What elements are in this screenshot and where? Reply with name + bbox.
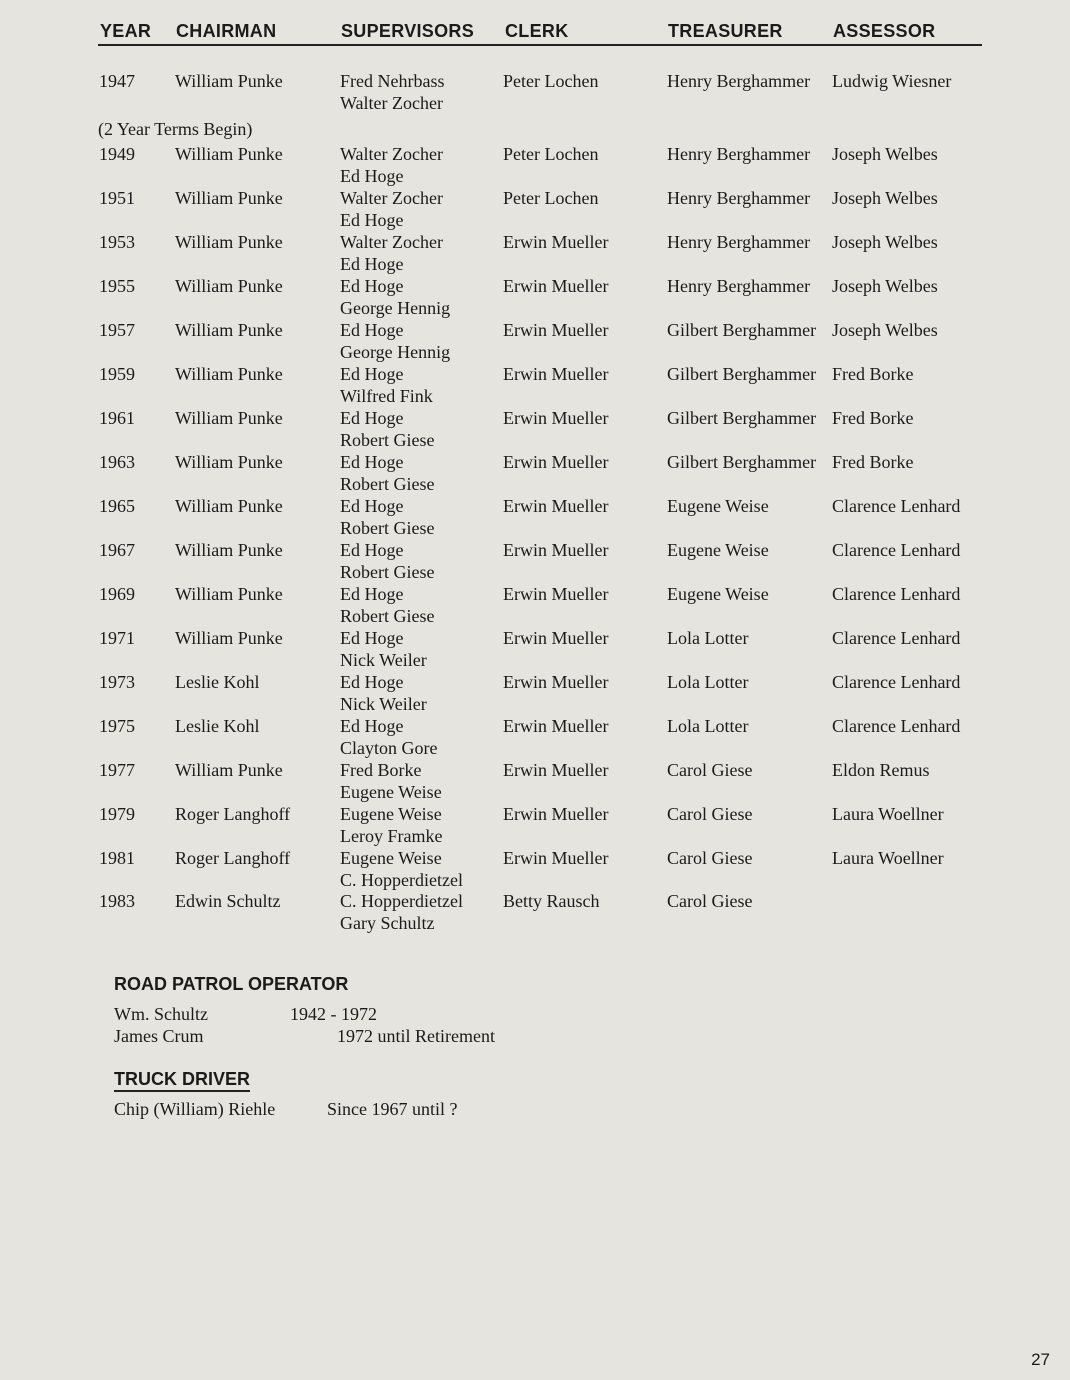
row-year: 1951 [99, 188, 135, 208]
row-assessor: Fred Borke [832, 452, 914, 472]
truck-driver-title-text: TRUCK DRIVER [114, 1069, 250, 1092]
row-chairman: William Punke [175, 232, 283, 252]
row-clerk: Erwin Mueller [503, 672, 609, 692]
row-assessor: Fred Borke [832, 408, 914, 428]
row-chairman: William Punke [175, 71, 283, 91]
row-treasurer: Henry Berghammer [667, 276, 811, 296]
row-supervisor: Robert Giese [340, 606, 435, 626]
road-patrol-term-2: 1972 until Retirement [337, 1026, 495, 1046]
row-supervisor: Wilfred Fink [340, 386, 433, 406]
row-treasurer: Carol Giese [667, 848, 753, 868]
row-assessor: Joseph Welbes [832, 320, 938, 340]
header-treasurer: TREASURER [668, 21, 783, 41]
road-patrol-name-1: Wm. Schultz [114, 1004, 208, 1024]
header-chairman: CHAIRMAN [176, 21, 277, 41]
row-supervisor: Walter Zocher [340, 232, 443, 252]
row-supervisor: George Hennig [340, 342, 451, 362]
row-supervisor: Ed Hoge [340, 496, 404, 516]
page-number: 27 [1031, 1350, 1050, 1369]
row-supervisor: Walter Zocher [340, 144, 443, 164]
row-supervisor: Robert Giese [340, 474, 435, 494]
row-supervisor: Gary Schultz [340, 913, 435, 933]
row-supervisor: Fred Nehrbass [340, 71, 445, 91]
row-clerk: Erwin Mueller [503, 584, 609, 604]
row-year: 1977 [99, 760, 135, 780]
row-clerk: Erwin Mueller [503, 804, 609, 824]
row-supervisor: Ed Hoge [340, 408, 404, 428]
row-clerk: Peter Lochen [503, 144, 599, 164]
row-clerk: Erwin Mueller [503, 364, 609, 384]
road-patrol-name-2: James Crum [114, 1026, 204, 1046]
row-treasurer: Gilbert Berghammer [667, 452, 817, 472]
row-assessor: Ludwig Wiesner [832, 71, 952, 91]
header-supervisors: SUPERVISORS [341, 21, 475, 41]
header-clerk: CLERK [505, 21, 569, 41]
row-supervisor: Ed Hoge [340, 166, 404, 186]
row-assessor: Laura Woellner [832, 804, 944, 824]
row-chairman: William Punke [175, 144, 283, 164]
row-supervisor: Nick Weiler [340, 650, 427, 670]
row-supervisor: Fred Borke [340, 760, 422, 780]
row-clerk: Betty Rausch [503, 891, 600, 911]
row-clerk: Erwin Mueller [503, 496, 609, 516]
row-assessor: Clarence Lenhard [832, 716, 961, 736]
row-clerk: Peter Lochen [503, 71, 599, 91]
row-year: 1959 [99, 364, 135, 384]
row-supervisor: Ed Hoge [340, 210, 404, 230]
row-chairman: William Punke [175, 760, 283, 780]
row-clerk: Erwin Mueller [503, 232, 609, 252]
row-year: 1947 [99, 71, 135, 91]
truck-driver-title [114, 1068, 250, 1090]
row-treasurer: Carol Giese [667, 760, 753, 780]
row-chairman: Leslie Kohl [175, 672, 260, 692]
row-assessor: Clarence Lenhard [832, 672, 961, 692]
row-clerk: Erwin Mueller [503, 716, 609, 736]
row-supervisor: Eugene Weise [340, 804, 442, 824]
row-treasurer: Eugene Weise [667, 584, 769, 604]
row-assessor: Clarence Lenhard [832, 628, 961, 648]
row-treasurer: Gilbert Berghammer [667, 320, 817, 340]
row-year: 1971 [99, 628, 135, 648]
two-year-terms-note: (2 Year Terms Begin) [98, 119, 253, 139]
row-chairman: Roger Langhoff [175, 848, 291, 868]
row-chairman: William Punke [175, 584, 283, 604]
row-year: 1957 [99, 320, 135, 340]
row-treasurer: Eugene Weise [667, 496, 769, 516]
row-chairman: William Punke [175, 188, 283, 208]
row-supervisor: Walter Zocher [340, 188, 443, 208]
row-assessor: Joseph Welbes [832, 188, 938, 208]
row-chairman: Edwin Schultz [175, 891, 281, 911]
row-supervisor: Ed Hoge [340, 584, 404, 604]
row-year: 1969 [99, 584, 135, 604]
row-supervisor: Ed Hoge [340, 364, 404, 384]
row-chairman: William Punke [175, 276, 283, 296]
header-assessor: ASSESSOR [833, 21, 936, 41]
row-treasurer: Carol Giese [667, 891, 753, 911]
row-clerk: Erwin Mueller [503, 408, 609, 428]
row-assessor: Joseph Welbes [832, 232, 938, 252]
row-supervisor: Ed Hoge [340, 320, 404, 340]
row-supervisor: Ed Hoge [340, 716, 404, 736]
row-supervisor: C. Hopperdietzel [340, 891, 463, 911]
row-supervisor: Ed Hoge [340, 254, 404, 274]
row-chairman: Leslie Kohl [175, 716, 260, 736]
row-treasurer: Lola Lotter [667, 628, 749, 648]
road-patrol-term-1: 1942 - 1972 [290, 1004, 377, 1024]
row-chairman: William Punke [175, 452, 283, 472]
row-treasurer: Henry Berghammer [667, 188, 811, 208]
row-year: 1973 [99, 672, 135, 692]
row-year: 1975 [99, 716, 135, 736]
row-supervisor: Eugene Weise [340, 782, 442, 802]
row-assessor: Clarence Lenhard [832, 540, 961, 560]
row-year: 1949 [99, 144, 135, 164]
row-supervisor: George Hennig [340, 298, 451, 318]
row-year: 1955 [99, 276, 135, 296]
row-chairman: William Punke [175, 364, 283, 384]
row-year: 1963 [99, 452, 135, 472]
row-supervisor: C. Hopperdietzel [340, 870, 463, 890]
row-treasurer: Carol Giese [667, 804, 753, 824]
row-assessor: Fred Borke [832, 364, 914, 384]
header-year: YEAR [100, 21, 152, 41]
row-supervisor: Robert Giese [340, 562, 435, 582]
truck-driver-term: Since 1967 until ? [327, 1099, 458, 1119]
row-year: 1983 [99, 891, 135, 911]
row-clerk: Erwin Mueller [503, 452, 609, 472]
row-supervisor: Walter Zocher [340, 93, 443, 113]
row-supervisor: Ed Hoge [340, 276, 404, 296]
row-supervisor: Robert Giese [340, 518, 435, 538]
row-supervisor: Robert Giese [340, 430, 435, 450]
row-treasurer: Eugene Weise [667, 540, 769, 560]
row-supervisor: Ed Hoge [340, 540, 404, 560]
row-treasurer: Gilbert Berghammer [667, 364, 817, 384]
row-assessor: Clarence Lenhard [832, 584, 961, 604]
row-supervisor: Ed Hoge [340, 452, 404, 472]
road-patrol-title: ROAD PATROL OPERATOR [114, 974, 349, 994]
row-supervisor: Clayton Gore [340, 738, 438, 758]
row-assessor: Eldon Remus [832, 760, 930, 780]
row-clerk: Erwin Mueller [503, 628, 609, 648]
row-clerk: Erwin Mueller [503, 848, 609, 868]
table-header [98, 20, 982, 46]
row-supervisor: Nick Weiler [340, 694, 427, 714]
row-chairman: William Punke [175, 628, 283, 648]
row-year: 1967 [99, 540, 135, 560]
row-year: 1953 [99, 232, 135, 252]
row-assessor: Laura Woellner [832, 848, 944, 868]
row-year: 1979 [99, 804, 135, 824]
row-supervisor: Eugene Weise [340, 848, 442, 868]
row-year: 1961 [99, 408, 135, 428]
row-chairman: William Punke [175, 320, 283, 340]
row-year: 1965 [99, 496, 135, 516]
row-year: 1981 [99, 848, 135, 868]
row-treasurer: Henry Berghammer [667, 144, 811, 164]
row-chairman: William Punke [175, 408, 283, 428]
row-chairman: Roger Langhoff [175, 804, 291, 824]
row-clerk: Erwin Mueller [503, 276, 609, 296]
row-treasurer: Lola Lotter [667, 672, 749, 692]
row-chairman: William Punke [175, 496, 283, 516]
row-supervisor: Ed Hoge [340, 672, 404, 692]
row-assessor: Clarence Lenhard [832, 496, 961, 516]
row-treasurer: Gilbert Berghammer [667, 408, 817, 428]
row-assessor: Joseph Welbes [832, 276, 938, 296]
truck-driver-name: Chip (William) Riehle [114, 1099, 276, 1119]
row-clerk: Peter Lochen [503, 188, 599, 208]
row-assessor: Joseph Welbes [832, 144, 938, 164]
row-clerk: Erwin Mueller [503, 760, 609, 780]
row-treasurer: Henry Berghammer [667, 71, 811, 91]
row-supervisor: Ed Hoge [340, 628, 404, 648]
row-chairman: William Punke [175, 540, 283, 560]
row-supervisor: Leroy Framke [340, 826, 443, 846]
row-clerk: Erwin Mueller [503, 540, 609, 560]
row-treasurer: Henry Berghammer [667, 232, 811, 252]
row-clerk: Erwin Mueller [503, 320, 609, 340]
row-treasurer: Lola Lotter [667, 716, 749, 736]
